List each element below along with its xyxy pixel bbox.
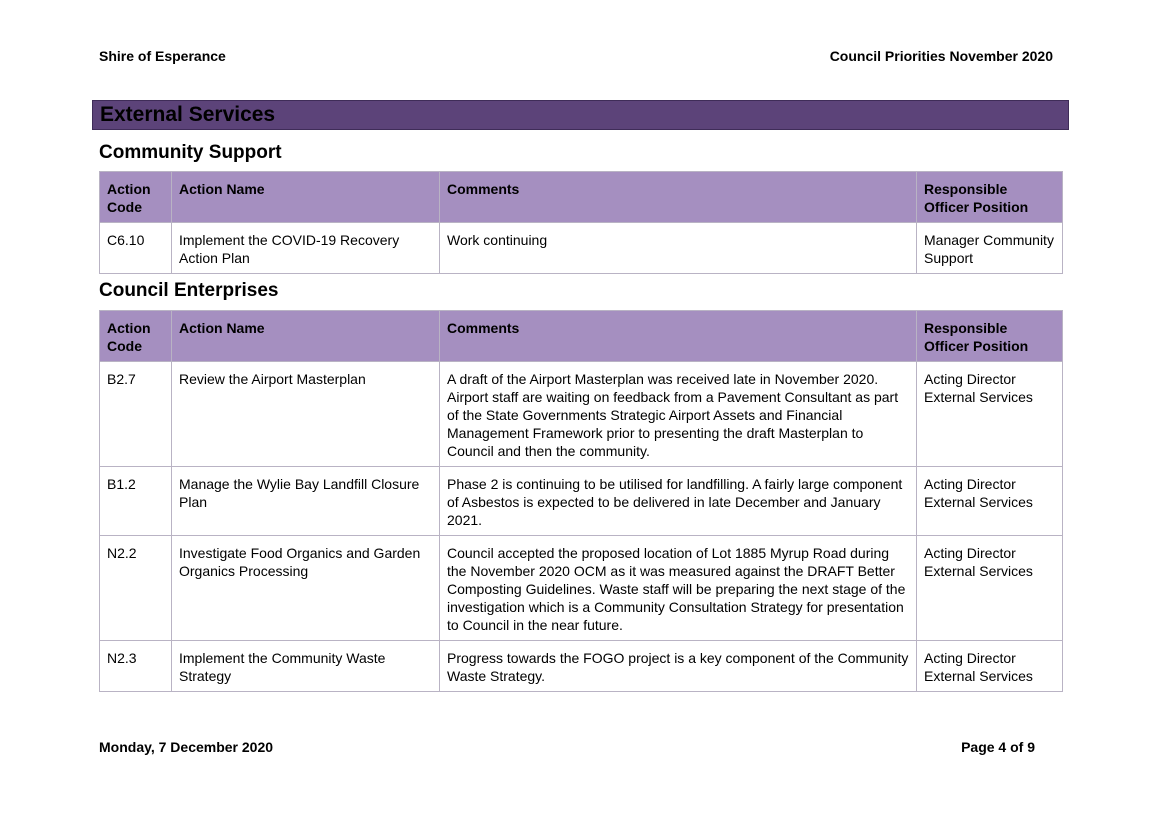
cell-comments: Council accepted the proposed location of Lot 1885 Myrup Road during the November 2020 OCM as it was measured against the DRAFT Better Composting Guidelines. Waste staff will be preparing the next stage of the investigation which is a Community Consultation Strategy for presentation to Council in the near future. xyxy=(440,536,917,641)
column-header-responsible-officer: Responsible Officer Position xyxy=(917,172,1063,223)
cell-comments: Work continuing xyxy=(440,223,917,274)
table-row xyxy=(100,362,1063,467)
table-row xyxy=(100,536,1063,641)
cell-responsible-officer: Acting Director External Services xyxy=(917,362,1063,467)
document-header-title: Shire of Esperance xyxy=(99,48,226,64)
column-header-comments: Comments xyxy=(440,172,917,223)
cell-action-code: N2.2 xyxy=(100,536,172,641)
table-row xyxy=(100,641,1063,692)
table-header-row xyxy=(100,172,1063,223)
cell-comments: Progress towards the FOGO project is a key component of the Community Waste Strategy. xyxy=(440,641,917,692)
cell-action-name: Investigate Food Organics and Garden Organics Processing xyxy=(172,536,440,641)
column-header-responsible-officer: Responsible Officer Position xyxy=(917,311,1063,362)
section-title-council-enterprises: Council Enterprises xyxy=(99,280,279,301)
footer-page-number: Page 4 of 9 xyxy=(961,739,1035,755)
column-header-action-code: Action Code xyxy=(100,172,172,223)
cell-comments: Phase 2 is continuing to be utilised for landfilling. A fairly large component of Asbestos is expected to be delivered in late December and January 2021. xyxy=(440,467,917,536)
section-title-community-support: Community Support xyxy=(99,142,282,163)
cell-action-name: Manage the Wylie Bay Landfill Closure Plan xyxy=(172,467,440,536)
column-header-action-code: Action Code xyxy=(100,311,172,362)
cell-comments: A draft of the Airport Masterplan was received late in November 2020. Airport staff are waiting on feedback from a Pavement Consultant as part of the State Governments Strategic Airport Assets and Financial Management Framework prior to presenting the draft Masterplan to Council and then the community. xyxy=(440,362,917,467)
cell-action-name: Implement the Community Waste Strategy xyxy=(172,641,440,692)
council-enterprises-table xyxy=(99,310,1063,692)
community-support-table xyxy=(99,171,1063,274)
cell-action-code: B2.7 xyxy=(100,362,172,467)
cell-responsible-officer: Acting Director External Services xyxy=(917,536,1063,641)
table-header-row xyxy=(100,311,1063,362)
table-row xyxy=(100,467,1063,536)
table-row xyxy=(100,223,1063,274)
column-header-comments: Comments xyxy=(440,311,917,362)
cell-action-name: Implement the COVID-19 Recovery Action Plan xyxy=(172,223,440,274)
cell-responsible-officer: Acting Director External Services xyxy=(917,467,1063,536)
column-header-action-name: Action Name xyxy=(172,311,440,362)
cell-responsible-officer: Manager Community Support xyxy=(917,223,1063,274)
document-header-subtitle: Council Priorities November 2020 xyxy=(829,48,1053,64)
column-header-action-name: Action Name xyxy=(172,172,440,223)
cell-action-name: Review the Airport Masterplan xyxy=(172,362,440,467)
section-banner: External Services xyxy=(92,100,1069,130)
cell-action-code: N2.3 xyxy=(100,641,172,692)
cell-responsible-officer: Acting Director External Services xyxy=(917,641,1063,692)
cell-action-code: B1.2 xyxy=(100,467,172,536)
cell-action-code: C6.10 xyxy=(100,223,172,274)
footer-date: Monday, 7 December 2020 xyxy=(99,739,274,755)
